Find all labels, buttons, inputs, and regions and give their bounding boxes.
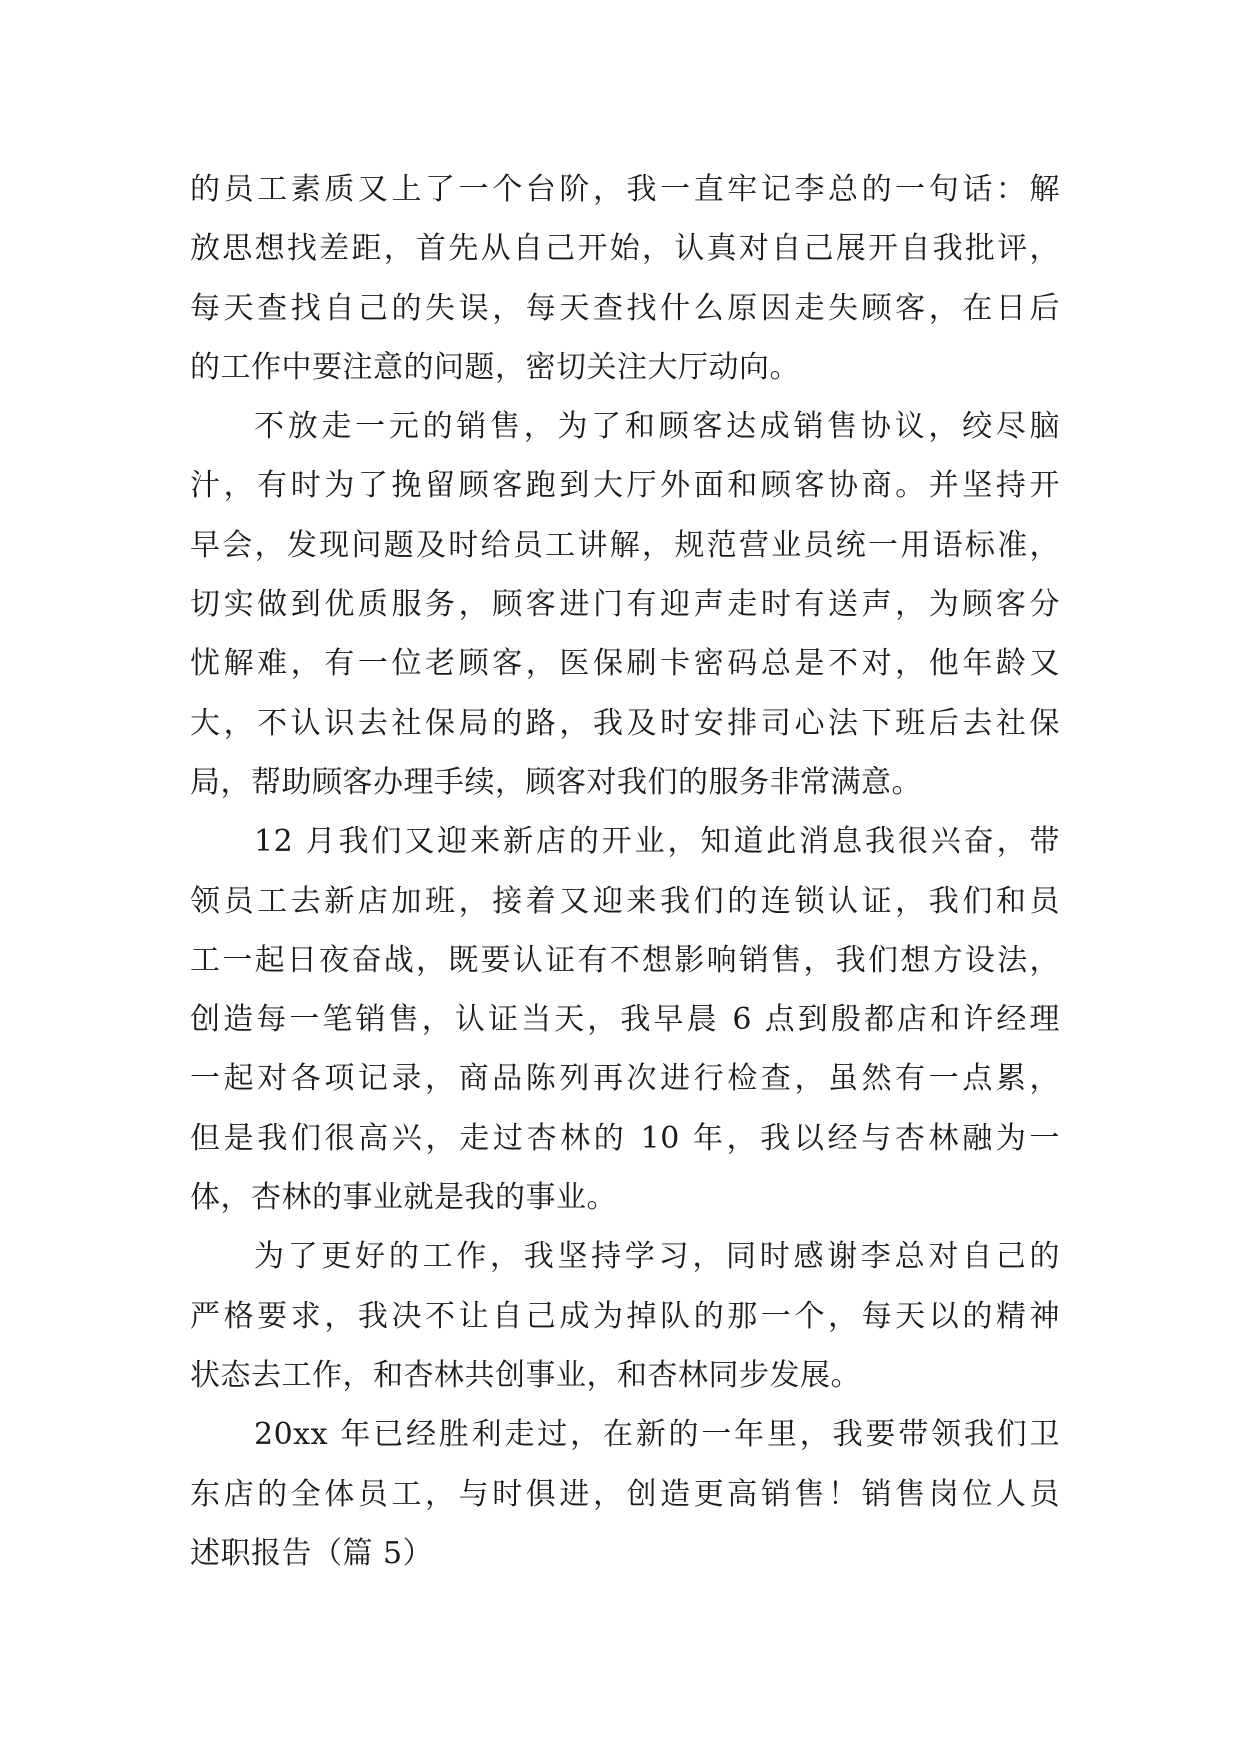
paragraph-first-line: 不放走一元的销售，为了和顾客达成销售协议，绞尽脑 — [254, 409, 1060, 445]
text-line: 一起对各项记录，商品陈列再次进行检查，虽然有一点累， — [190, 1061, 1060, 1097]
text-line: 工一起日夜奋战，既要认证有不想影响销售，我们想方设法， — [190, 942, 1060, 978]
text-line: 大，不认识去社保局的路，我及时安排司心法下班后去社保 — [190, 705, 1060, 741]
text-line: 严格要求，我决不让自己成为掉队的那一个，每天以的精神 — [190, 1298, 1060, 1334]
text-line: 早会，发现问题及时给员工讲解，规范营业员统一用语标准， — [190, 527, 1060, 563]
section-heading-line: 述职报告（篇 5） — [190, 1535, 434, 1571]
text-line: 创造每一笔销售，认证当天，我早晨 6 点到殷都店和许经理 — [190, 1002, 1060, 1038]
text-line: 放思想找差距，首先从自己开始，认真对自己展开自我批评， — [190, 231, 1060, 267]
text-line: 汁，有时为了挽留顾客跑到大厅外面和顾客协商。并坚持开 — [190, 468, 1060, 504]
body-text — [190, 160, 1060, 1583]
paragraph-first-line: 为了更好的工作，我坚持学习，同时感谢李总对自己的 — [254, 1239, 1060, 1275]
text-line: 忧解难，有一位老顾客，医保刷卡密码总是不对，他年龄又 — [190, 646, 1060, 682]
paragraph-first-line: 20xx 年已经胜利走过，在新的一年里，我要带领我们卫 — [254, 1417, 1060, 1453]
text-line: 的工作中要注意的问题，密切关注大厅动向。 — [190, 349, 800, 385]
text-line: 体，杏林的事业就是我的事业。 — [190, 1180, 617, 1216]
text-line: 但是我们很高兴，走过杏林的 10 年，我以经与杏林融为一 — [190, 1120, 1060, 1156]
text-line: 切实做到优质服务，顾客进门有迎声走时有送声，为顾客分 — [190, 587, 1060, 623]
text-line: 状态去工作，和杏林共创事业，和杏林同步发展。 — [190, 1357, 861, 1393]
text-line: 东店的全体员工，与时俱进，创造更高销售！销售岗位人员 — [190, 1476, 1060, 1512]
text-line: 局，帮助顾客办理手续，顾客对我们的服务非常满意。 — [190, 764, 922, 800]
paragraph-first-line: 12 月我们又迎来新店的开业，知道此消息我很兴奋，带 — [254, 824, 1060, 860]
text-line: 的员工素质又上了一个台阶，我一直牢记李总的一句话：解 — [190, 172, 1060, 207]
text-line: 领员工去新店加班，接着又迎来我们的连锁认证，我们和员 — [190, 883, 1060, 919]
text-line: 每天查找自己的失误，每天查找什么原因走失顾客，在日后 — [190, 290, 1060, 326]
